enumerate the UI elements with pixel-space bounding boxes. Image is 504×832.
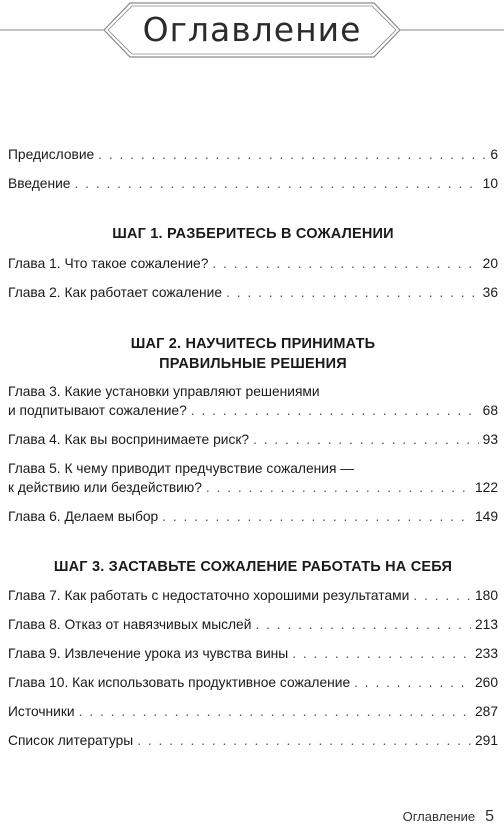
page-footer — [403, 808, 494, 826]
toc-entry-page: 10 — [482, 176, 498, 191]
toc-leader-dots — [255, 616, 471, 633]
toc-entry-page: 20 — [482, 256, 498, 271]
toc-leader-dots — [413, 587, 471, 604]
toc-entry-page: 6 — [490, 147, 498, 162]
toc-entry-title: Введение — [8, 176, 71, 191]
section-heading-line: ПРАВИЛЬНЫЕ РЕШЕНИЯ — [159, 356, 347, 372]
toc-leader-dots — [191, 402, 479, 419]
toc-entry[interactable] — [8, 255, 498, 272]
toc-leader-dots — [292, 645, 471, 662]
toc-entry-title: к действию или бездействию? — [8, 480, 202, 495]
toc-entry-page: 213 — [474, 617, 498, 632]
toc-entry-title: Источники — [8, 704, 75, 719]
section-heading-line: ШАГ 2. НАУЧИТЕСЬ ПРИНИМАТЬ — [130, 336, 376, 352]
toc-entry-title: Глава 8. Отказ от навязчивых мыслей — [8, 617, 252, 632]
toc-leader-dots — [354, 674, 471, 691]
page-title: Оглавление — [142, 10, 362, 49]
toc-entry-page: 260 — [474, 675, 498, 690]
toc-entry[interactable] — [8, 674, 498, 691]
toc-entry-page: 68 — [482, 403, 498, 418]
section-heading: ШАГ 3. ЗАСТАВЬТЕ СОЖАЛЕНИЕ РАБОТАТЬ НА СЕБЯ — [53, 559, 453, 575]
toc-entry[interactable] — [8, 587, 498, 604]
toc-leader-dots — [162, 508, 471, 525]
toc-entry-page: 291 — [474, 733, 498, 748]
toc-entry[interactable] — [8, 402, 498, 419]
section-heading: ШАГ 1. РАЗБЕРИТЕСЬ В СОЖАЛЕНИИ — [112, 226, 394, 242]
header-banner — [0, 0, 504, 80]
toc-leader-dots — [137, 732, 471, 749]
toc-entry-title: Глава 6. Делаем выбор — [8, 509, 159, 524]
toc-entry[interactable] — [8, 645, 498, 662]
page-number: 5 — [485, 808, 494, 825]
toc-entry-title-line: Глава 3. Какие установки управляют решениями — [8, 384, 320, 399]
toc-entry-page: 36 — [482, 285, 498, 300]
toc-entry-page: 287 — [474, 704, 498, 719]
toc-leader-dots — [79, 703, 471, 720]
toc-entry-page: 180 — [474, 588, 498, 603]
toc-leader-dots — [74, 175, 478, 192]
toc-entry-title: Глава 2. Как работает сожаление — [8, 285, 223, 300]
toc-entry-page: 122 — [474, 480, 498, 495]
toc-entry[interactable] — [8, 479, 498, 496]
toc-entry-title-line: Глава 5. К чему приводит предчувствие сожаления — — [8, 461, 355, 476]
toc-entry-page: 149 — [474, 509, 498, 524]
toc-entry-title: Глава 9. Извлечение урока из чувства вины — [8, 646, 289, 661]
toc-leader-dots — [226, 284, 479, 301]
toc-leader-dots — [98, 146, 486, 163]
toc-entry[interactable] — [8, 146, 498, 163]
toc-entry[interactable] — [8, 703, 498, 720]
toc-entry[interactable] — [8, 175, 498, 192]
toc-entry-page: 93 — [482, 432, 498, 447]
toc-entry[interactable] — [8, 284, 498, 301]
toc-entry[interactable] — [8, 431, 498, 448]
toc-entry-title: и подпитывают сожаление? — [8, 403, 187, 418]
toc-entry[interactable] — [8, 508, 498, 525]
toc-entry-title: Глава 10. Как использовать продуктивное сожаление — [8, 675, 351, 690]
toc-entry-title: Глава 1. Что такое сожаление? — [8, 256, 209, 271]
table-of-contents — [8, 146, 498, 749]
toc-entry-title: Глава 4. Как вы воспринимаете риск? — [8, 432, 250, 447]
toc-entry-title: Глава 7. Как работать с недостаточно хорошими результатами — [8, 588, 410, 603]
toc-leader-dots — [253, 431, 479, 448]
toc-leader-dots — [212, 255, 478, 272]
footer-section-label: Оглавление — [402, 809, 476, 824]
toc-entry[interactable] — [8, 732, 498, 749]
toc-entry-page: 233 — [474, 646, 498, 661]
toc-entry[interactable] — [8, 616, 498, 633]
toc-leader-dots — [206, 479, 471, 496]
toc-entry-title: Предисловие — [8, 147, 95, 162]
toc-entry-title: Список литературы — [8, 733, 134, 748]
